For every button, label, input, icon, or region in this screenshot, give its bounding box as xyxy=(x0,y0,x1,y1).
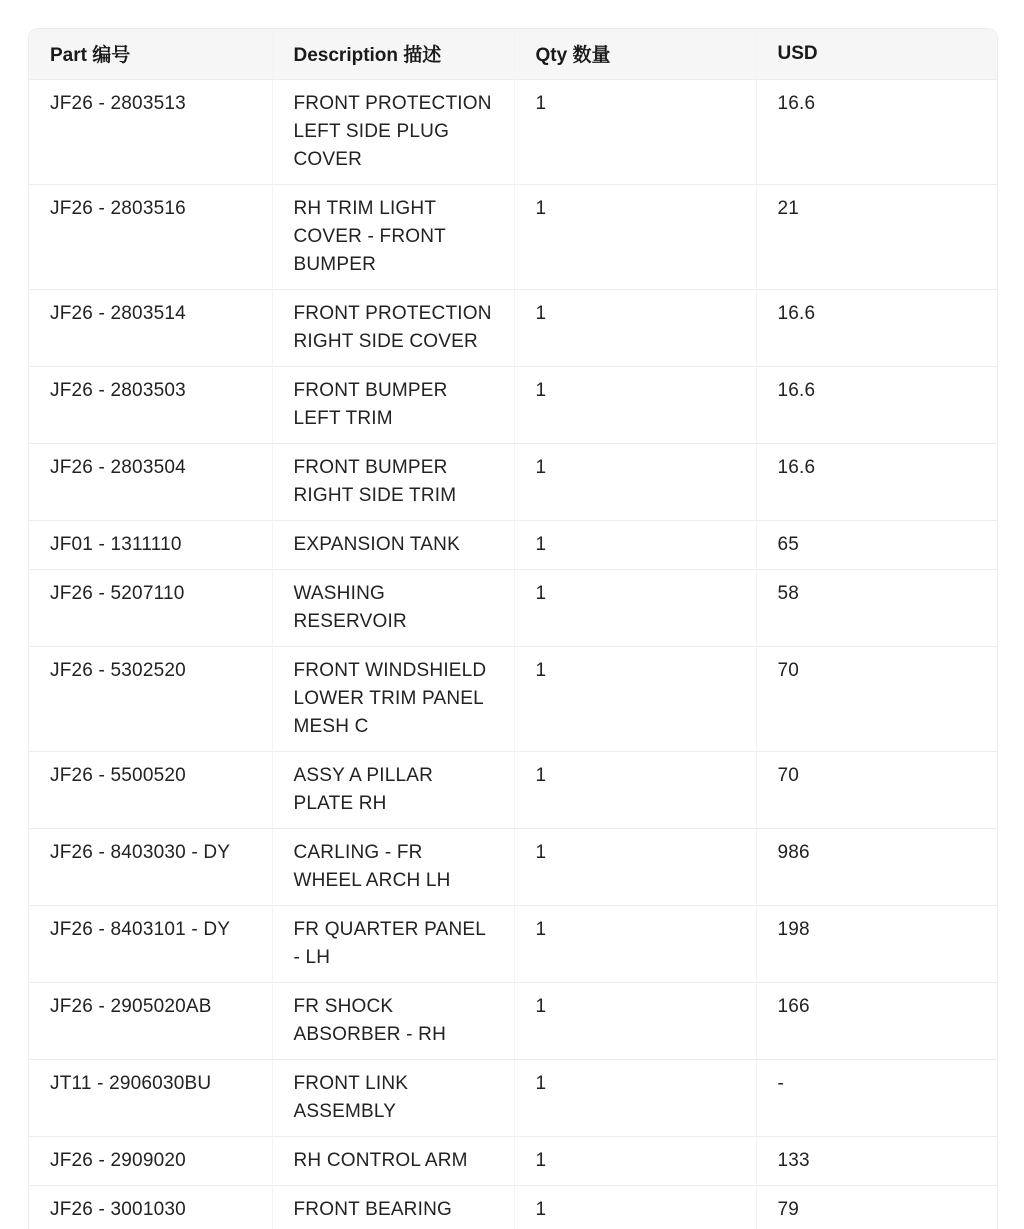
description-text: EXPANSION TANK xyxy=(293,533,460,555)
table-row xyxy=(29,443,997,520)
cell-part: JF26 - 2905020AB xyxy=(29,982,272,1059)
cell-description xyxy=(272,569,514,646)
cell-description xyxy=(272,289,514,366)
cell-qty: 1 xyxy=(514,905,756,982)
cell-qty: 1 xyxy=(514,646,756,751)
table-row xyxy=(29,751,997,828)
cell-usd: 58 xyxy=(756,569,997,646)
description-text: RH CONTROL ARM xyxy=(293,1149,468,1171)
cell-usd: 16.6 xyxy=(756,79,997,184)
table-header xyxy=(29,29,997,79)
cell-description xyxy=(272,366,514,443)
table-row xyxy=(29,1136,997,1185)
cell-description xyxy=(272,828,514,905)
table-header-row xyxy=(29,29,997,79)
table-row xyxy=(29,982,997,1059)
cell-part: JF01 - 1311110 xyxy=(29,520,272,569)
table-row xyxy=(29,520,997,569)
cell-part: JF26 - 5302520 xyxy=(29,646,272,751)
cell-description xyxy=(272,751,514,828)
cell-part: JF26 - 2803504 xyxy=(29,443,272,520)
cell-usd: 16.6 xyxy=(756,366,997,443)
cell-part: JF26 - 3001030 xyxy=(29,1185,272,1229)
cell-qty: 1 xyxy=(514,1136,756,1185)
cell-part: JF26 - 2803516 xyxy=(29,184,272,289)
description-text: FR SHOCK ABSORBER - RH xyxy=(293,995,447,1045)
parts-table xyxy=(29,29,997,1229)
cell-usd: 70 xyxy=(756,646,997,751)
cell-description xyxy=(272,443,514,520)
cell-description xyxy=(272,982,514,1059)
cell-usd: 986 xyxy=(756,828,997,905)
description-text: FRONT LINK ASSEMBLY xyxy=(293,1072,409,1122)
description-text: FRONT BEARING xyxy=(293,1198,452,1220)
cell-usd: 166 xyxy=(756,982,997,1059)
cell-part: JF26 - 5500520 xyxy=(29,751,272,828)
table-row xyxy=(29,646,997,751)
cell-usd: 133 xyxy=(756,1136,997,1185)
table-row xyxy=(29,79,997,184)
table-row xyxy=(29,366,997,443)
column-header-description: Description 描述 xyxy=(272,29,514,79)
table-row xyxy=(29,828,997,905)
description-text: CARLING - FR WHEEL ARCH LH xyxy=(293,841,451,891)
cell-part: JF26 - 2803503 xyxy=(29,366,272,443)
cell-qty: 1 xyxy=(514,79,756,184)
cell-part: JF26 - 8403101 - DY xyxy=(29,905,272,982)
table-row xyxy=(29,905,997,982)
cell-usd: - xyxy=(756,1059,997,1136)
cell-qty: 1 xyxy=(514,751,756,828)
cell-qty: 1 xyxy=(514,520,756,569)
cell-description xyxy=(272,1136,514,1185)
parts-table-card xyxy=(28,28,998,1229)
table-row xyxy=(29,1185,997,1229)
description-text: FRONT PROTECTION LEFT SIDE PLUG COVER xyxy=(293,92,492,170)
description-text: FRONT PROTECTION RIGHT SIDE COVER xyxy=(293,302,492,352)
cell-qty: 1 xyxy=(514,1059,756,1136)
description-text: RH TRIM LIGHT COVER - FRONT BUMPER xyxy=(293,197,446,275)
cell-usd: 65 xyxy=(756,520,997,569)
cell-description xyxy=(272,905,514,982)
cell-description xyxy=(272,184,514,289)
cell-usd: 16.6 xyxy=(756,289,997,366)
cell-qty: 1 xyxy=(514,1185,756,1229)
cell-usd: 79 xyxy=(756,1185,997,1229)
cell-description xyxy=(272,79,514,184)
table-row xyxy=(29,289,997,366)
table-row xyxy=(29,569,997,646)
cell-usd: 16.6 xyxy=(756,443,997,520)
column-header-qty: Qty 数量 xyxy=(514,29,756,79)
column-header-part: Part 编号 xyxy=(50,45,131,67)
cell-part: JF26 - 2803513 xyxy=(29,79,272,184)
cell-qty: 1 xyxy=(514,289,756,366)
cell-usd: 70 xyxy=(756,751,997,828)
cell-description xyxy=(272,646,514,751)
description-text: ASSY A PILLAR PLATE RH xyxy=(293,764,434,814)
cell-part: JF26 - 5207110 xyxy=(29,569,272,646)
description-text: FR QUARTER PANEL - LH xyxy=(293,918,486,968)
table-row xyxy=(29,184,997,289)
cell-description xyxy=(272,1059,514,1136)
cell-usd: 21 xyxy=(756,184,997,289)
cell-qty: 1 xyxy=(514,443,756,520)
cell-qty: 1 xyxy=(514,982,756,1059)
cell-qty: 1 xyxy=(514,569,756,646)
cell-qty: 1 xyxy=(514,366,756,443)
cell-description xyxy=(272,520,514,569)
description-text: FRONT BUMPER RIGHT SIDE TRIM xyxy=(293,456,457,506)
cell-qty: 1 xyxy=(514,184,756,289)
table-body xyxy=(29,79,997,1229)
description-text: WASHING RESERVOIR xyxy=(293,582,407,632)
description-text: FRONT BUMPER LEFT TRIM xyxy=(293,379,448,429)
table-row xyxy=(29,1059,997,1136)
cell-part: JF26 - 2909020 xyxy=(29,1136,272,1185)
cell-description xyxy=(272,1185,514,1229)
column-header-usd: USD xyxy=(756,29,997,79)
cell-part: JT11 - 2906030BU xyxy=(29,1059,272,1136)
cell-usd: 198 xyxy=(756,905,997,982)
cell-part: JF26 - 2803514 xyxy=(29,289,272,366)
cell-part: JF26 - 8403030 - DY xyxy=(29,828,272,905)
cell-qty: 1 xyxy=(514,828,756,905)
description-text: FRONT WINDSHIELD LOWER TRIM PANEL MESH C xyxy=(293,659,487,737)
